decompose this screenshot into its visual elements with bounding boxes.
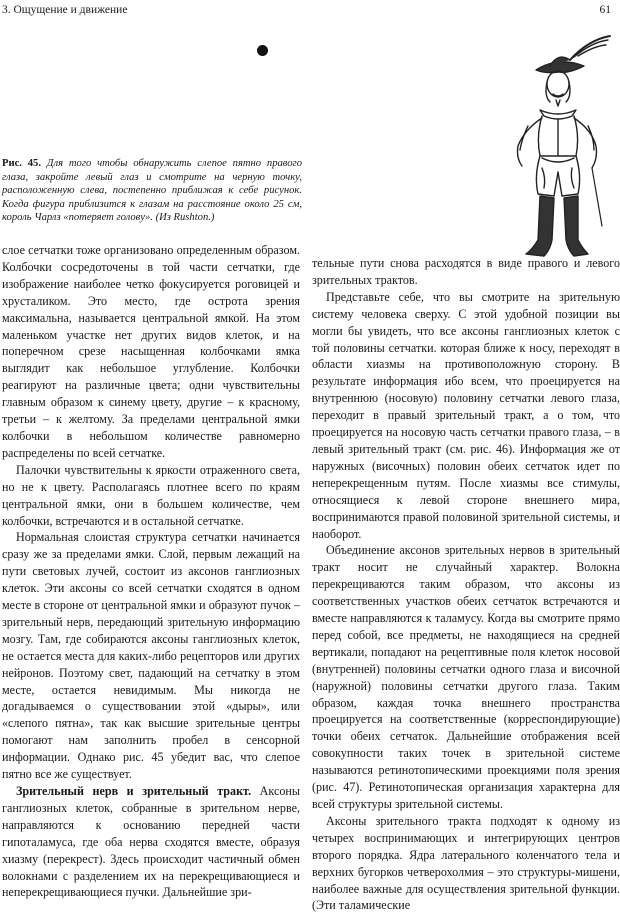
paragraph (2, 783, 300, 901)
caption-text: Для того чтобы обнаружить слепое пятно правого глаза, закройте левый глаз и смотрите на черную точку, расположенную слева, постепенно приближая к себе рисунок. Когда фигура приблизится к глазам на расстояние около 25 см, король Чарлз «потеряет голову». (Из Rushton.) (2, 158, 302, 224)
paragraph-text: Аксоны ганглиозных клеток, собранные в зрительном нерве, направляются к основанию передней части гипоталамуса, где оба нерва сходятся вместе, образуя хиазму (перекрест). Здесь происходит частичный обмен волокнами с разделением их на перекрещивающиеся и неперекрещивающиеся пучки. Дальнейшие зри- (2, 784, 301, 900)
figure-caption (2, 157, 302, 225)
fixation-dot (257, 45, 268, 56)
running-header-chapter: 3. Ощущение и движение (2, 4, 128, 16)
left-text-column (2, 242, 300, 901)
paragraph: Аксоны зрительного тракта подходят к одному из четырех воспринимающих и интегрирующих центров второго порядка. Ядра латерального коленчатого тела и верхних бугорков четверохолмия – это структуры-мишени, наиболее важные для осуществления зрительной функции. (Эти таламические (312, 813, 620, 913)
paragraph: слое сетчатки тоже организовано определенным образом. Колбочки сосредоточены в той части сетчатки, где изображение наиболее четко фокусируется роговицей и хрусталиком. Это место, где острота зрения максимальна, называется центральной ямкой. На этом маленьком участке нет других видов клеток, и на поперечном срезе насыщенная колбочками ямка выглядит как небольшое углубление. Колбочки реагируют на различные цвета; одни чувствительны главным образом к синему цвету, другие – к красному, третьи – к желтому. За пределами центральной ямки колбочки в небольшом количестве равномерно распределены по всей сетчатке. (2, 243, 300, 460)
paragraph: Палочки чувствительны к яркости отраженного света, но не к цвету. Располагаясь плотнее всего по краям центральной ямки, они в большем количестве, чем колбочки, встречаются и в остальной сетчатке. (2, 462, 300, 528)
king-charles-illustration (498, 26, 620, 264)
paragraph: Объединение аксонов зрительных нервов в зрительный тракт носит не случайный характер. Волокна перекрещиваются таким образом, что аксоны из соответственных участков обеих сетчаток встречаются и вместе направляются к таламусу. Когда вы смотрите прямо перед собой, все предметы, не находящиеся на средней вертикали, попадают на рецептивные поля клеток носовой (внутренней) половины сетчатки одного глаза и височной (наружной) половины сетчатки другого глаза. Таким образом, каждая точка внешнего пространства проецируется на соответственные (корреспондирующие) точки обеих сетчаток. Дальнейшие отображения всей совокупности таких точек в зрительной системе называются ретинотопическими проекциями поля зрения (рис. 47). Ретинотопическая организация характерна для всей структуры зрительной системы. (312, 543, 620, 811)
caption-label: Рис. 45. (2, 158, 41, 169)
paragraph: тельные пути снова расходятся в виде правого и левого зрительных трактов. (312, 256, 620, 287)
section-heading: Зрительный нерв и зрительный тракт. (16, 784, 252, 798)
paragraph: Нормальная слоистая структура сетчатки начинается сразу же за пределами ямки. Слой, первым лежащий на пути световых лучей, состоит из аксонов ганглиозных клеток. Эти аксоны со всей сетчатки сходятся в одном месте в стороне от центральной ямки и образуют пучок – зрительный нерв, передающий зрительную информацию мозгу. Там, где собираются аксоны ганглиозных клеток, не остается места для каких-либо рецепторов или других нейронов. Поэтому свет, падающий на сетчатку в этом месте, остается невидимым. Мы никогда не догадываемся о существовании этой «дыры», или «слепого пятна», так как высшие зрительные центры помогают нам заполнить пробел в сенсорной информации. Однако рис. 45 убедит вас, что слепое пятно все же существует. (2, 530, 300, 782)
right-text-column (312, 255, 620, 914)
page-number: 61 (599, 4, 611, 16)
paragraph: Представьте себе, что вы смотрите на зрительную систему человека сверху. С этой удобной позиции вы могли бы увидеть, что все аксоны ганглиозных клеток с той половины сетчатки. которая ближе к носу, переходят в области хиазмы на противоположную сторону. В результате информация ибо всем, что проецируется на внутреннюю (носовую) половину сетчатки левого глаза, переходит в правый зрительный тракт, а о том, что проецируется на носовую часть сетчатки правого глаза, – в левый зрительный тракт (см. рис. 46). Информация же от наружных (височных) половин обеих сетчаток идет по неперекрещенным путям. После хиазмы все стимулы, относящиеся к левой стороне внешнего мира, воспринимаются правой половиной зрительной системы, и наоборот. (312, 289, 620, 541)
